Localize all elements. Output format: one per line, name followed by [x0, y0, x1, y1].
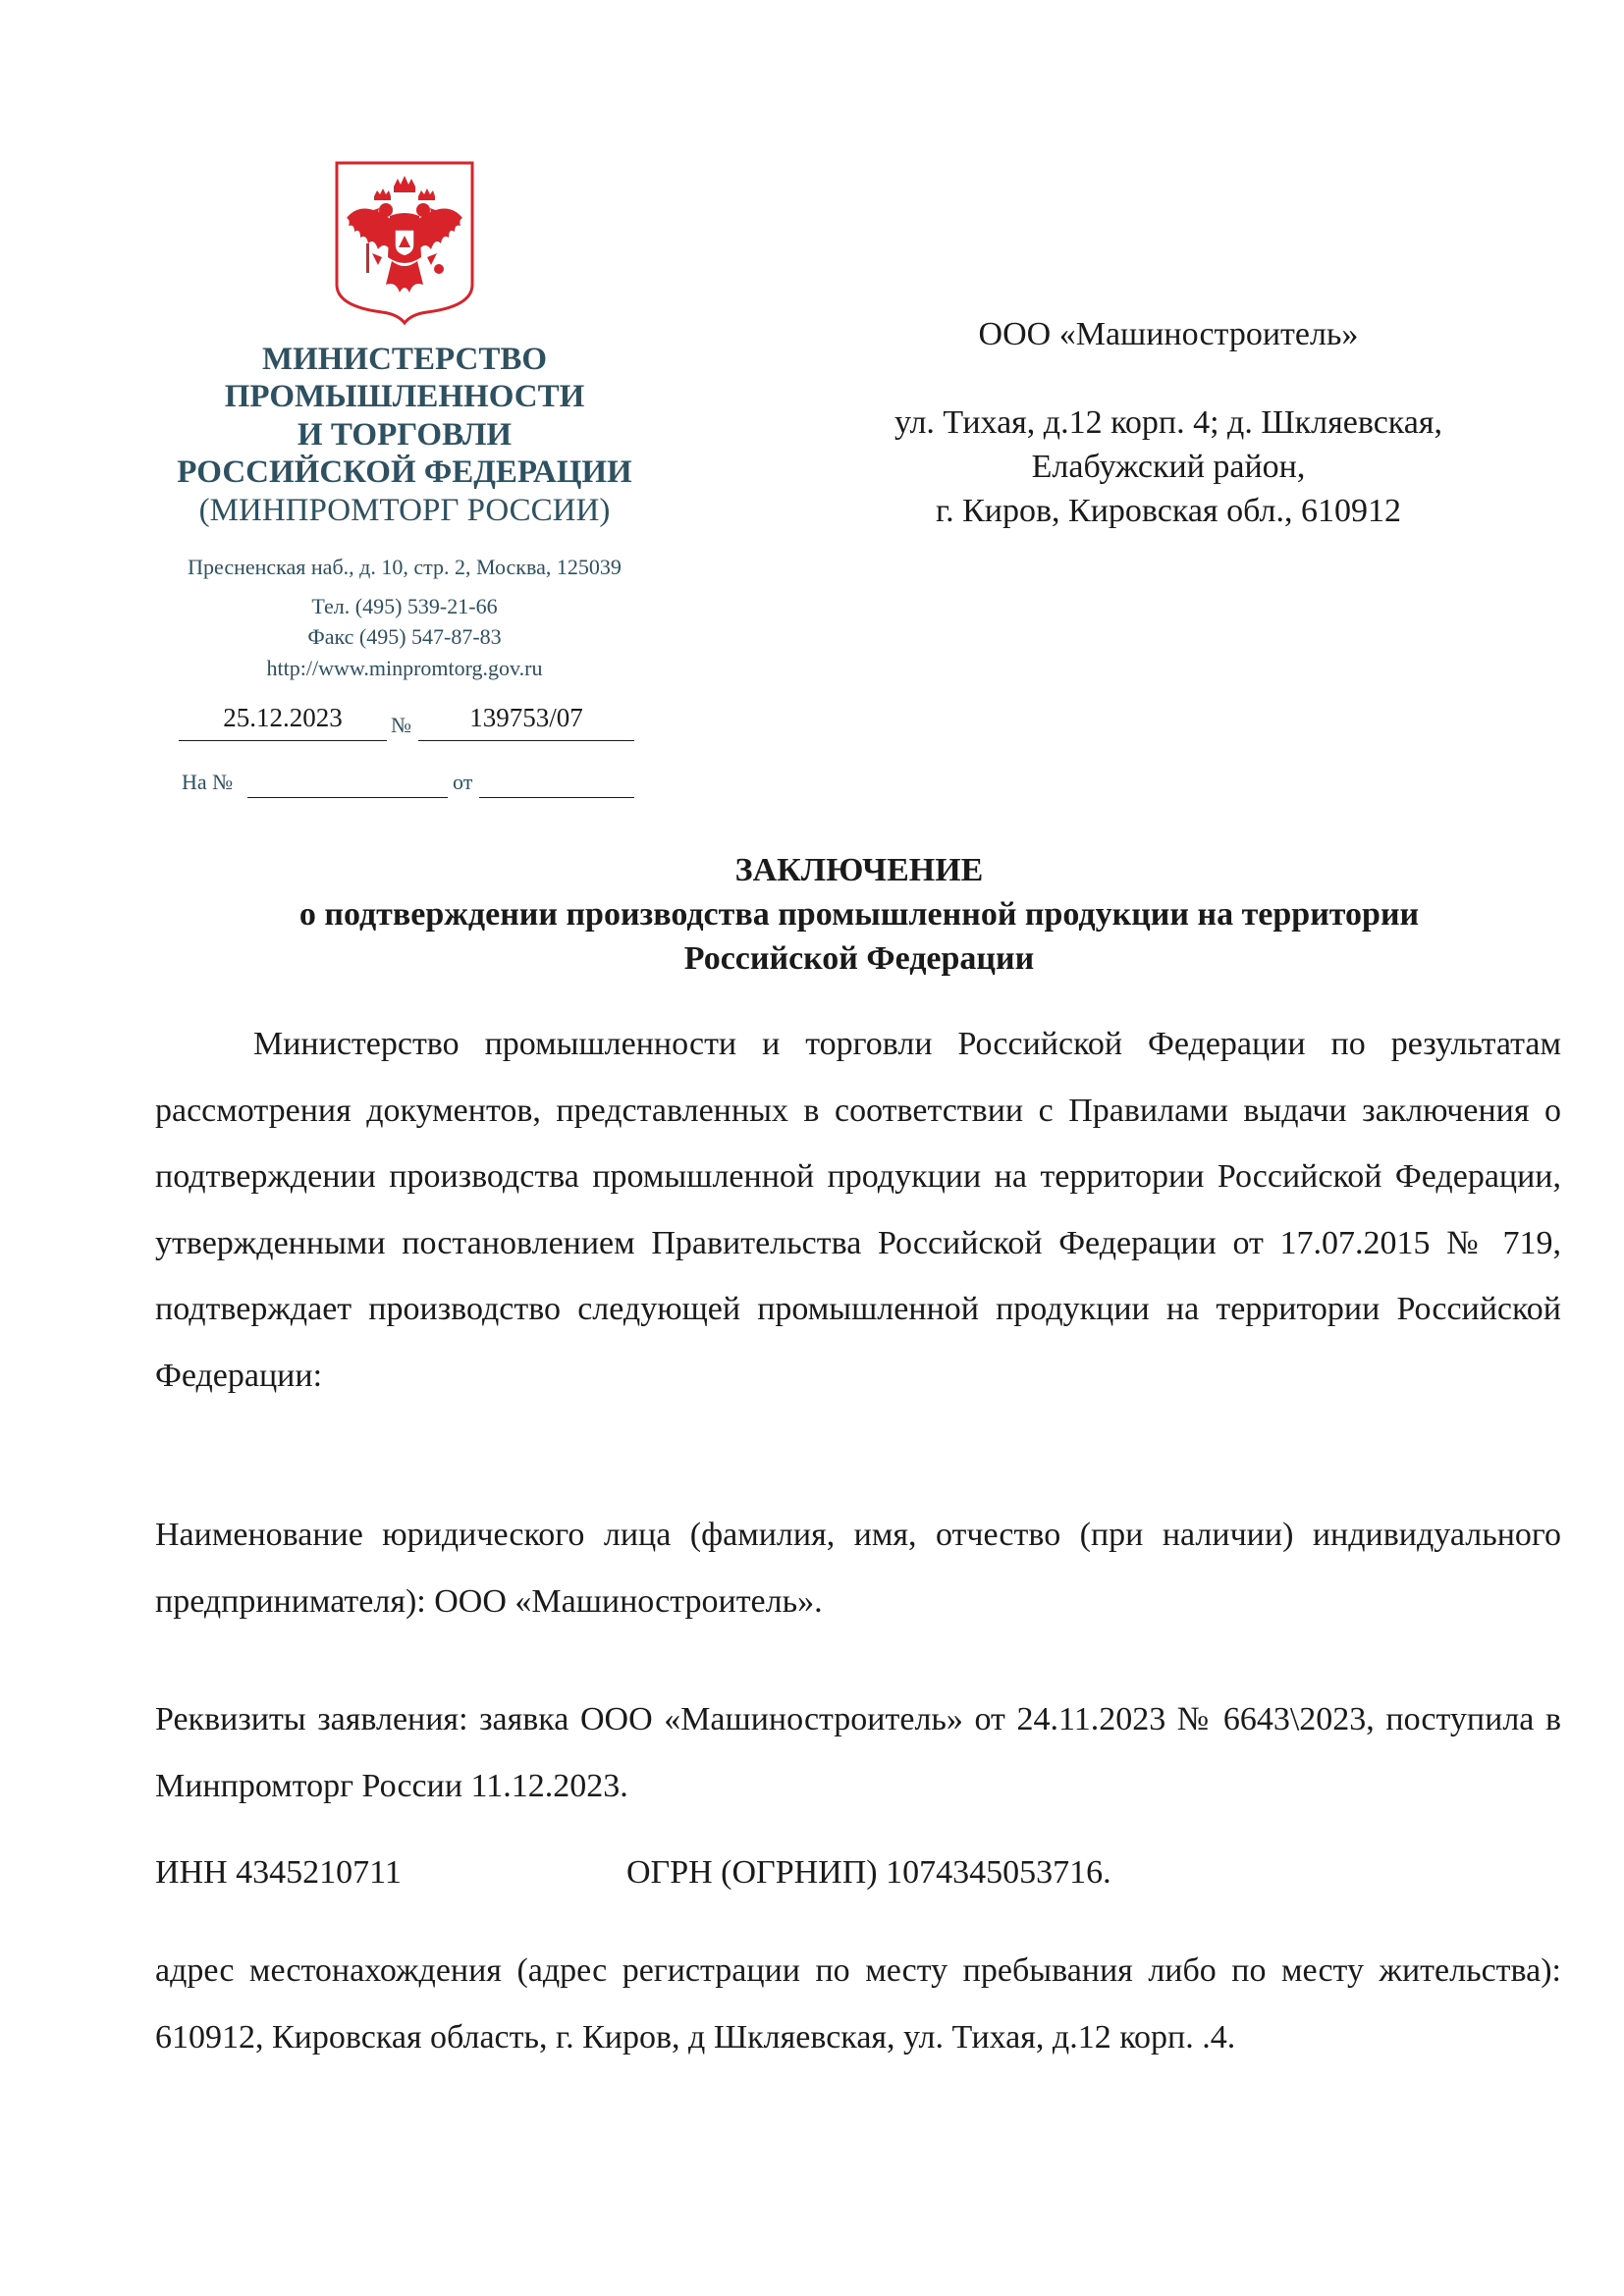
entity-name-paragraph: Наименование юридического лица (фамилия, имя, отчество (при наличии) индивидуального предпринимателя): ООО «Машиностроитель».	[155, 1517, 1561, 1620]
document-subtitle-line-2: Российской Федерации	[683, 940, 1035, 977]
document-subtitle-line-1: о подтверждении производства промышленной продукции на территории	[298, 896, 1420, 933]
ministry-name-line-3: И ТОРГОВЛИ	[297, 417, 513, 453]
application-details-paragraph: Реквизиты заявления: заявка ООО «Машиностроитель» от 24.11.2023 № 6643\2023, поступила в Минпромторг России 11.12.2023.	[155, 1701, 1561, 1804]
reply-from-label: от	[453, 770, 473, 794]
recipient-address-line-1: ул. Тихая, д.12 корп. 4; д. Шкляевская,	[893, 404, 1443, 441]
location-address-paragraph: адрес местонахождения (адрес регистрации по месту пребывания либо по месту жительства): 610912, Кировская область, г. Киров, д Шкляевская, ул. Тихая, д.12 корп. .4.	[155, 1952, 1561, 2056]
recipient-address-line-3: г. Киров, Кировская обл., 610912	[935, 493, 1401, 529]
ministry-phone: Тел. (495) 539-21-66	[311, 594, 498, 618]
inn-value: ИНН 4345210711	[155, 1854, 402, 1891]
document-number: 139753/07	[469, 703, 583, 732]
intro-paragraph: Министерство промышленности и торговли Российской Федерации по результатам рассмотрения документов, представленных в соответствии с Правилами выдачи заключения о подтверждении производства промышленной продукции на территории Российской Федерации, утвержденными постановлением Правительства Российской Федерации от 17.07.2015 № 719, подтверждает производство следующей промышленной продукции на территории Российской Федерации:	[155, 1026, 1561, 1394]
ministry-name-line-1: МИНИСТЕРСТВО	[261, 342, 548, 377]
document-date-field	[179, 703, 387, 741]
document-title: ЗАКЛЮЧЕНИЕ	[734, 852, 984, 888]
ministry-address: Пресненская наб., д. 10, стр. 2, Москва, 125039	[188, 555, 622, 579]
document-number-field	[418, 703, 634, 741]
number-sign-label: №	[391, 713, 411, 737]
recipient-name: ООО «Машиностроитель»	[978, 316, 1359, 352]
ministry-short-name: (МИНПРОМТОРГ РОССИИ)	[198, 493, 611, 528]
reply-to-field	[247, 764, 448, 798]
ministry-fax: Факс (495) 547-87-83	[307, 624, 502, 649]
reply-from-field	[479, 764, 634, 798]
ministry-name-line-4: РОССИЙСКОЙ ФЕДЕРАЦИИ	[177, 454, 632, 490]
russian-coat-of-arms-icon	[333, 159, 476, 326]
recipient-address-line-2: Елабужский район,	[1031, 449, 1306, 485]
ministry-name-line-2: ПРОМЫШЛЕННОСТИ	[224, 379, 585, 414]
document-date: 25.12.2023	[223, 703, 343, 732]
ministry-website[interactable]: http://www.minpromtorg.gov.ru	[266, 656, 543, 680]
reply-to-label: На №	[182, 770, 234, 794]
ogrn-value: ОГРН (ОГРНИП) 1074345053716.	[626, 1854, 1111, 1891]
